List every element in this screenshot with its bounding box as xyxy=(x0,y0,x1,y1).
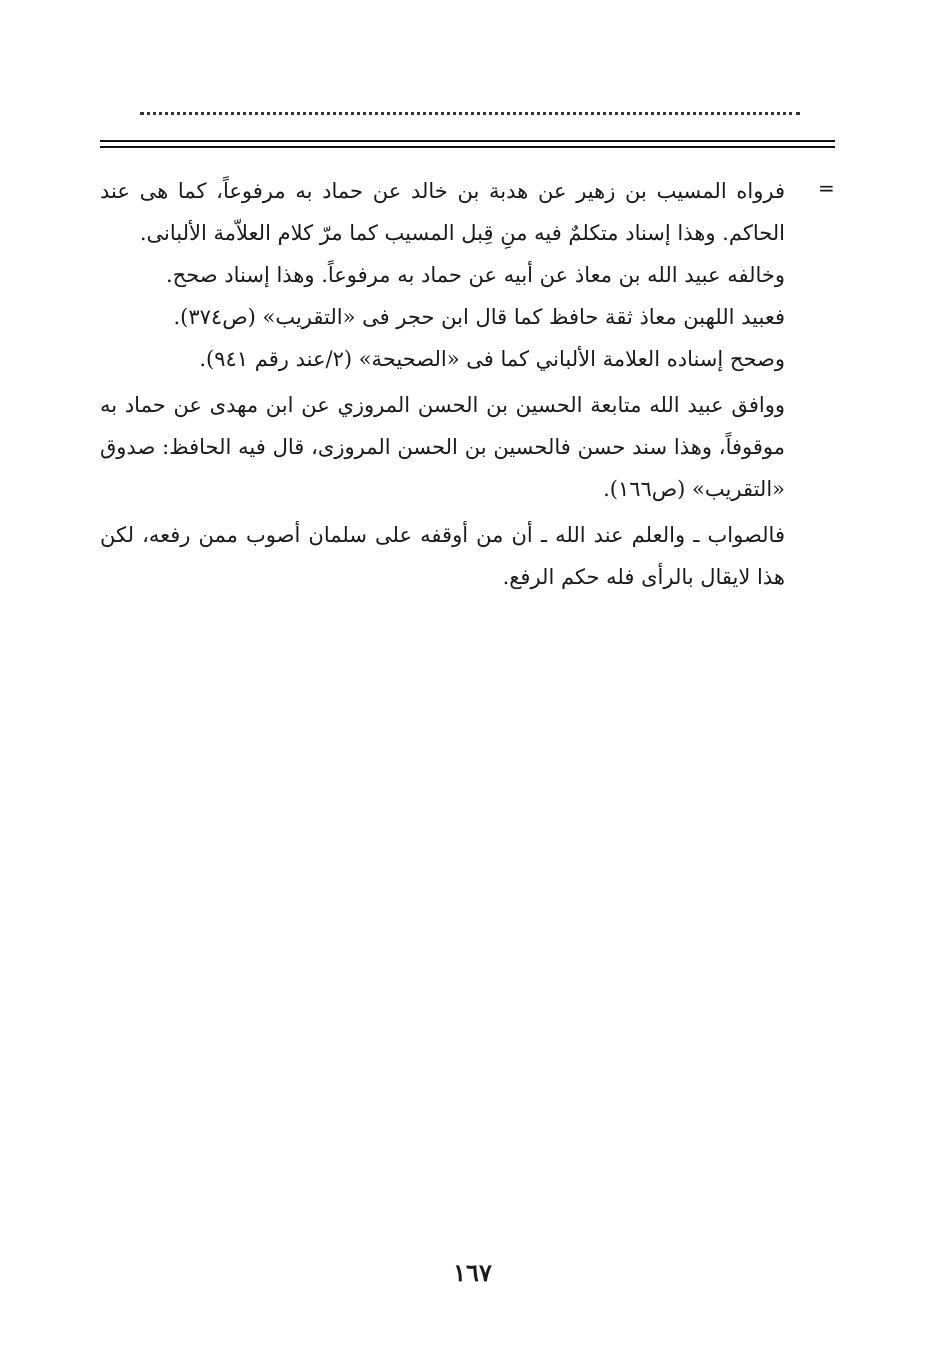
continuation-mark: = xyxy=(818,176,835,200)
header-double-rule xyxy=(100,140,835,148)
paragraph: وخالفه عبيد الله بن معاذ عن أبيه عن حماد به مرفوعاً. وهذا إسناد صحح. xyxy=(165,263,785,287)
body-text xyxy=(100,170,785,598)
header-dotted-rule xyxy=(140,112,800,115)
paragraph: فالصواب ـ والعلم عند الله ـ أن من أوقفه على سلمان أصوب ممن رفعه، لكن هذا لايقال بالرأى فله حكم الرفع. xyxy=(100,523,785,589)
paragraph: ووافق عبيد الله متابعة الحسين بن الحسن المروزي عن ابن مهدى عن حماد به موقوفاً، وهذا سند حسن فالحسين بن الحسن المروزى، قال فيه الحافظ: صدوق «التقريب» (ص١٦٦). xyxy=(100,393,785,501)
paragraph: فرواه المسيب بن زهير عن هدبة بن خالد عن حماد به مرفوعاً، كما هى عند الحاكم. وهذا إسناد متكلمٌ فيه منِ قِبل المسيب كما مرّ كلام العلاّمة الألبانى. xyxy=(100,179,785,245)
paragraph: فعبيد اللهبن معاذ ثقة حافظ كما قال ابن حجر فى «التقريب» (ص٣٧٤). xyxy=(173,305,785,329)
paragraph: وصحح إسناده العلامة الألباني كما فى «الصحيحة» (٢/عند رقم ٩٤١). xyxy=(199,347,785,371)
page-number: ١٦٧ xyxy=(453,1258,492,1287)
